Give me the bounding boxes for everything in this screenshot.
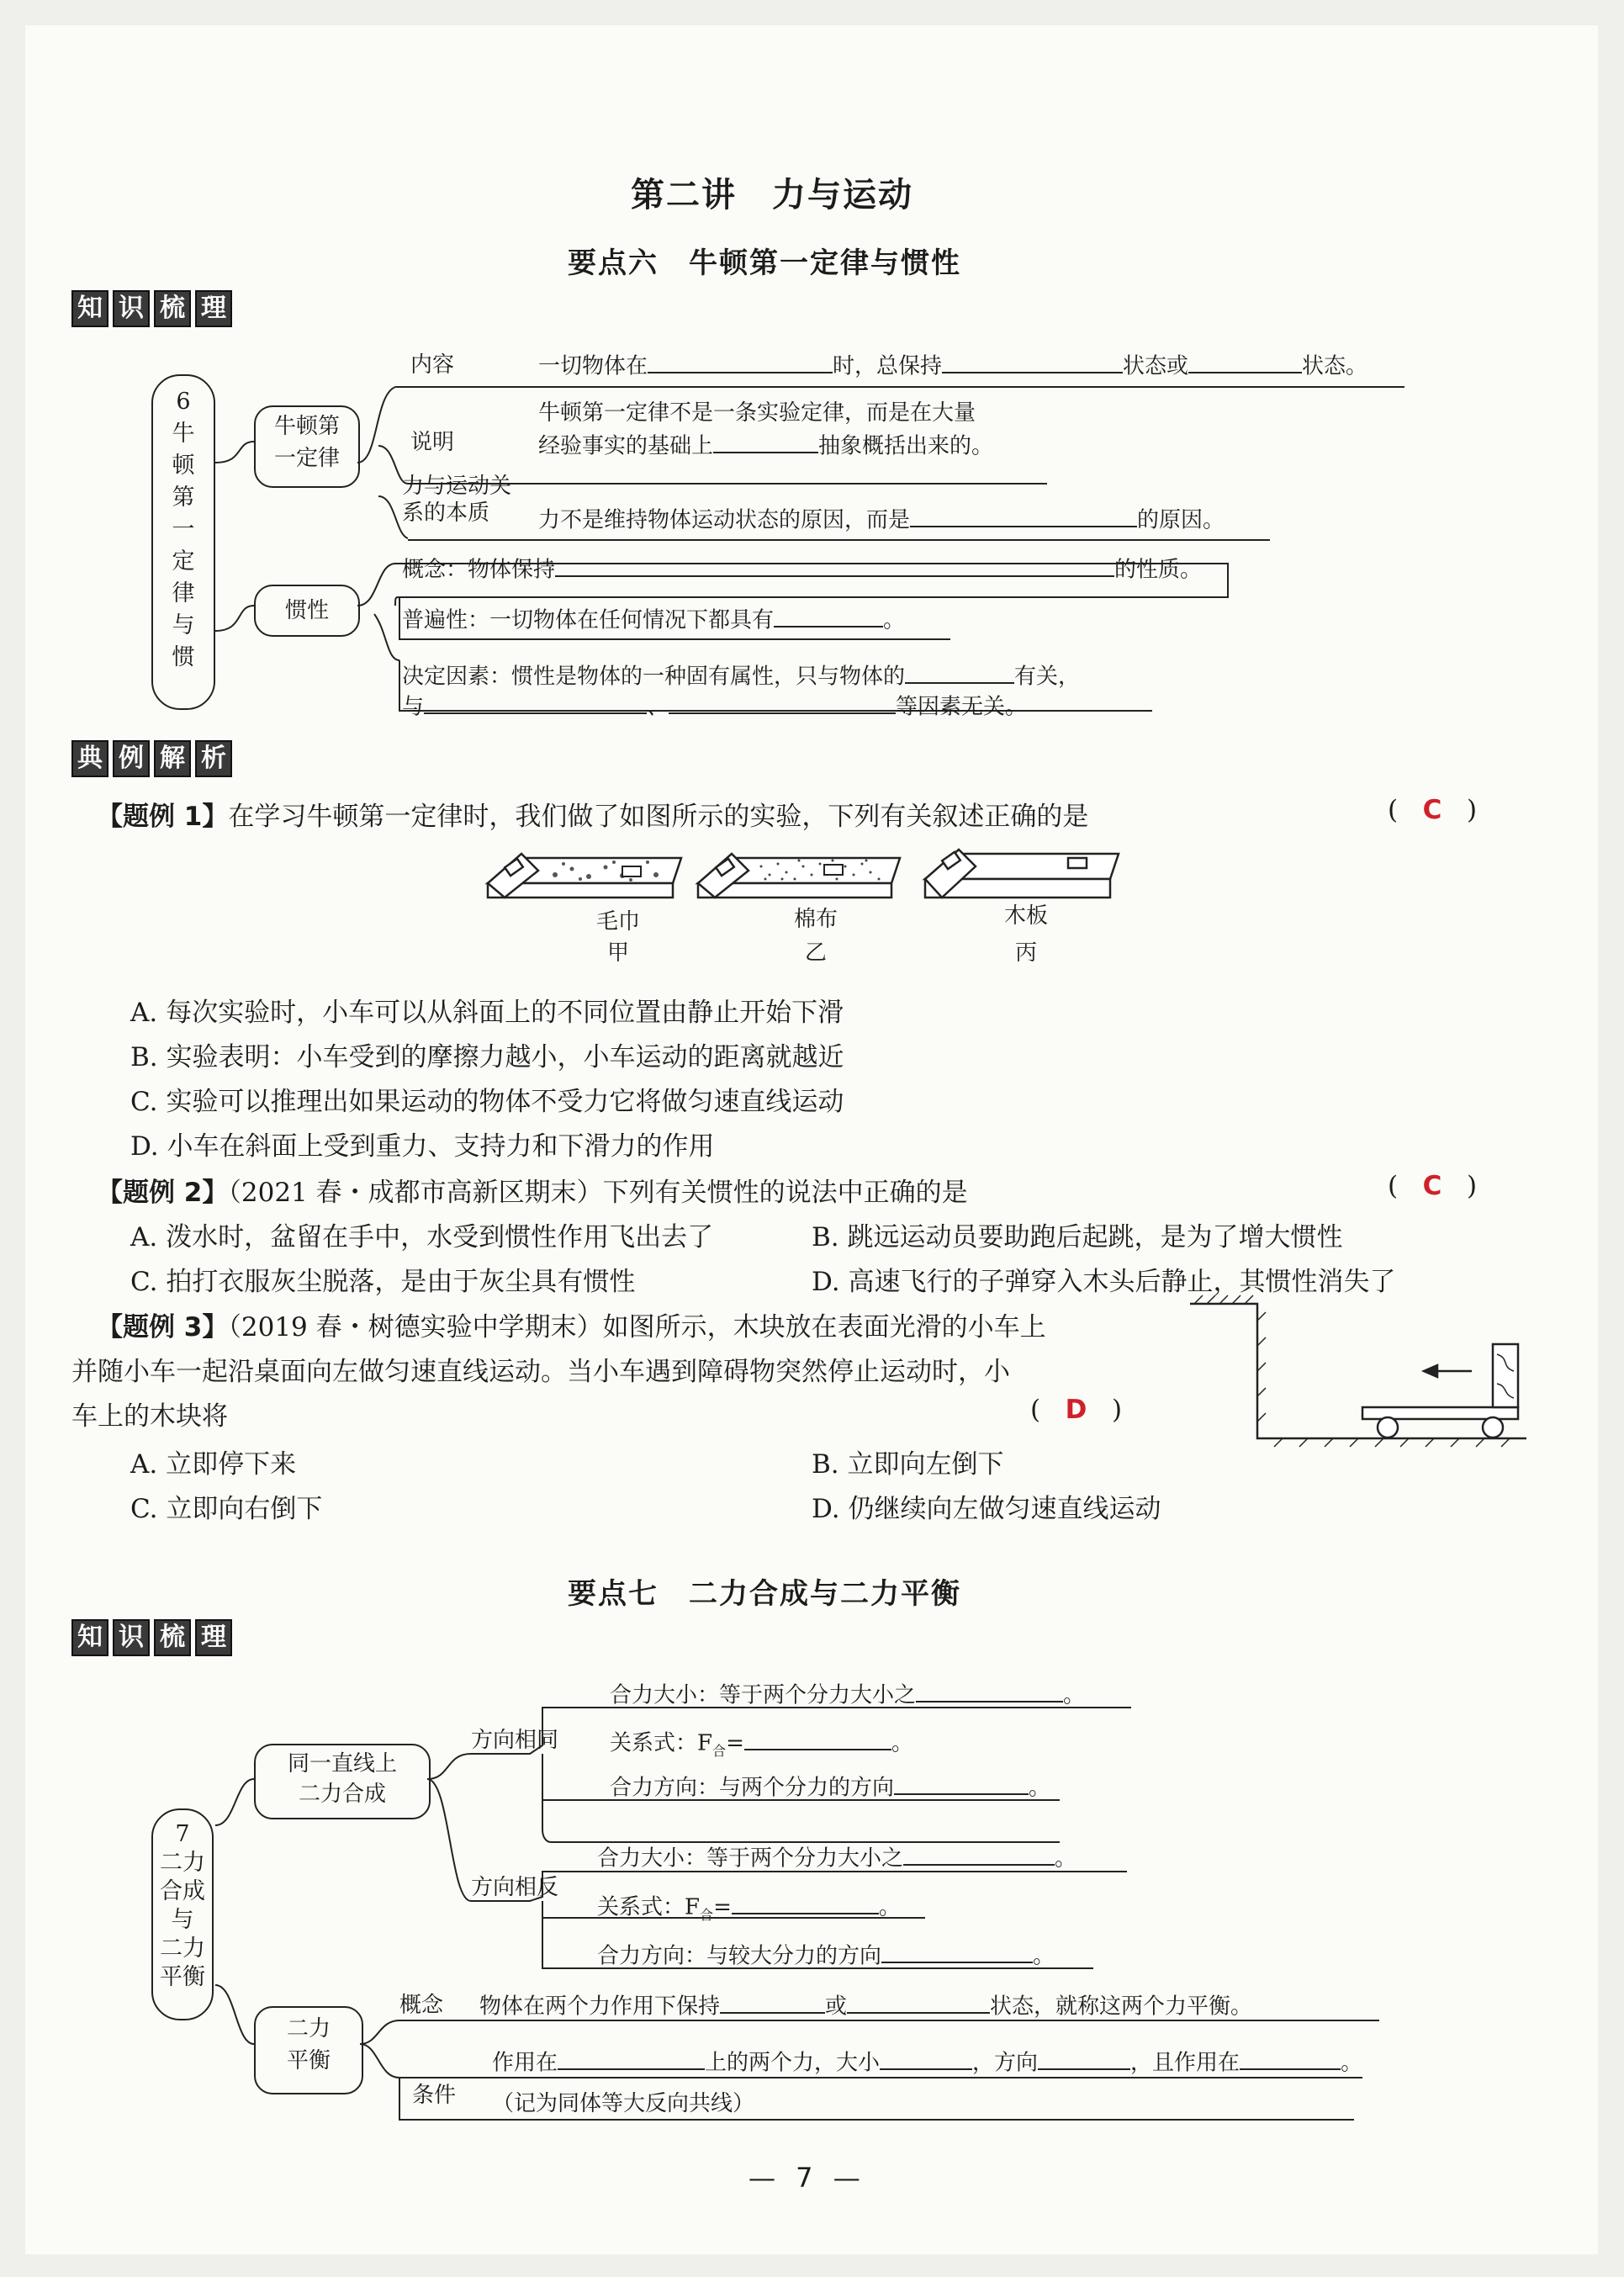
- opp-dir-text: 合力方向：与较大分力的方向: [597, 1943, 882, 1969]
- ex1-answer-box: ( C ): [1388, 795, 1478, 825]
- opp-relation-text: 。: [878, 1894, 901, 1920]
- balance-concept-text: 或: [825, 1994, 848, 2020]
- condition-text: 上的两个力，大小: [705, 2050, 881, 2076]
- fig-a-material: 毛巾: [595, 909, 640, 935]
- badge-char: 知: [71, 1619, 108, 1656]
- opp-relation-line: [597, 1888, 901, 1924]
- ex1-tag: 【题例 1】: [97, 802, 229, 832]
- same-dir-text: 。: [1029, 1775, 1051, 1801]
- same-relation-text: 。: [891, 1730, 913, 1756]
- condition-text: ，方向: [972, 2050, 1039, 2076]
- opp-dir-text: 。: [1033, 1943, 1055, 1969]
- fig-b-material: 棉布: [793, 907, 838, 932]
- universal-text: 。: [883, 607, 906, 633]
- badge-char: 识: [113, 1619, 150, 1656]
- inertia-node: 惯性: [254, 585, 360, 637]
- opp-relation-text: 关系式：F: [597, 1894, 701, 1920]
- same-relation-text: =: [726, 1730, 744, 1756]
- footer-dash: —: [833, 2162, 860, 2194]
- ex2-option: C. 拍打衣服灰尘脱落，是由于灰尘具有惯性: [130, 1267, 636, 1297]
- ex3-tag: 【题例 3】: [97, 1312, 229, 1342]
- same-size-text: 。: [1063, 1682, 1086, 1708]
- content-text: 状态或: [1123, 353, 1189, 379]
- badge-char: 梳: [154, 1619, 191, 1656]
- law-node-line: 牛顿第: [273, 414, 340, 439]
- ex2-answer-box: ( C ): [1388, 1171, 1478, 1201]
- condition-label: 条件: [412, 2083, 457, 2108]
- balance-concept-line: [479, 1988, 1252, 2020]
- law-node-line: 一定律: [273, 446, 340, 471]
- ex1-option: D. 小车在斜面上受到重力、支持力和下滑力的作用: [130, 1131, 715, 1162]
- ex3-option: D. 仍继续向左做匀速直线运动: [812, 1494, 1161, 1524]
- relation-text: 力不是维持物体运动状态的原因，而是: [538, 507, 911, 533]
- opp-size-text: 合力大小：等于两个分力大小之: [597, 1845, 904, 1872]
- root-char: 牛: [172, 421, 195, 447]
- same-size-text: 合力大小：等于两个分力大小之: [610, 1682, 917, 1708]
- same-dir-line: [610, 1769, 1050, 1802]
- same-dir-text: 合力方向：与两个分力的方向: [610, 1775, 895, 1801]
- opp-dir-line: [597, 1937, 1055, 1970]
- badge-char: 知: [71, 290, 108, 327]
- balance-node: [254, 2006, 363, 2094]
- ex3-option: B. 立即向左倒下: [812, 1449, 1004, 1480]
- root-char: 与: [172, 612, 195, 638]
- subscript: 合: [712, 1742, 727, 1759]
- root-char: 合成: [160, 1878, 205, 1904]
- badge-char: 典: [71, 740, 108, 777]
- compose-node-line: 同一直线上: [287, 1751, 397, 1777]
- root-char: 惯: [172, 644, 195, 670]
- badge-char: 识: [113, 290, 150, 327]
- root-char: 二力: [160, 1850, 205, 1876]
- badge-char: 理: [195, 290, 232, 327]
- ex1-text: 在学习牛顿第一定律时，我们做了如图所示的实验，下列有关叙述正确的是: [228, 802, 1089, 832]
- note-label: 说明: [410, 430, 455, 455]
- root-char: 第: [172, 485, 195, 511]
- balance-concept-text: 物体在两个力作用下保持: [479, 1994, 721, 2020]
- ex2-text: （2021 春・成都市高新区期末）下列有关惯性的说法中正确的是: [228, 1178, 968, 1208]
- opposite-direction-label: 方向相反: [471, 1875, 559, 1900]
- root-char: 律: [172, 580, 195, 606]
- section7-heading: 要点七 二力合成与二力平衡: [568, 1577, 961, 1611]
- ex3-answer-box: ( D ): [1030, 1395, 1123, 1425]
- ex2-option: B. 跳远运动员要助跑后起跳，是为了增大惯性: [812, 1222, 1343, 1252]
- condition-line: [492, 2044, 1362, 2077]
- universal-text: 普遍性：一切物体在任何情况下都具有: [402, 607, 775, 633]
- fig-c-label: 丙: [1014, 940, 1037, 966]
- ex2-tag: 【题例 2】: [97, 1178, 229, 1208]
- ex3-option: A. 立即停下来: [130, 1449, 297, 1480]
- ex3-text: （2019 春・树德实验中学期末）如图所示，木块放在表面光滑的小车上: [228, 1312, 1046, 1342]
- badge-char: 梳: [154, 290, 191, 327]
- balance-node-line: 平衡: [286, 2048, 331, 2073]
- ex1-option: C. 实验可以推理出如果运动的物体不受力它将做匀速直线运动: [130, 1087, 844, 1117]
- badge-char: 理: [195, 1619, 232, 1656]
- balance-concept-label: 概念: [399, 1993, 444, 2018]
- note-line1: 牛顿第一定律不是一条实验定律，而是在大量: [538, 400, 976, 426]
- compose-node: [254, 1744, 431, 1819]
- opp-size-line: [597, 1840, 1076, 1872]
- same-size-line: [610, 1676, 1085, 1709]
- root-char: 顿: [172, 453, 195, 479]
- ex3-line3: 车上的木块将: [71, 1401, 228, 1432]
- same-relation-text: 关系式：F: [610, 1730, 713, 1756]
- ex2-option: A. 泼水时，盆留在手中，水受到惯性作用飞出去了: [130, 1222, 714, 1252]
- factor-text: 有关，: [1014, 664, 1081, 690]
- condition-note: （记为同体等大反向共线）: [492, 2091, 755, 2116]
- ex1-option: A. 每次实验时，小车可以从斜面上的不同位置由静止开始下滑: [130, 998, 844, 1028]
- ex3-answer: D: [1065, 1395, 1087, 1425]
- condition-text: 。: [1341, 2050, 1363, 2076]
- fig-c-material: 木板: [1003, 903, 1048, 929]
- opp-relation-text: =: [713, 1894, 732, 1920]
- content-text: 状态。: [1302, 353, 1368, 379]
- factor-text: 、: [647, 694, 669, 720]
- fig-a-label: 甲: [606, 940, 629, 966]
- ex3-line2: 并随小车一起沿桌面向左做匀速直线运动。当小车遇到障碍物突然停止运动时，小: [71, 1357, 1010, 1387]
- content-text: 时，总保持: [833, 353, 943, 379]
- factor-text: 等因素无关。: [896, 694, 1028, 720]
- root-char: 6: [176, 389, 191, 415]
- condition-text: ，且作用在: [1130, 2050, 1240, 2076]
- mindmap7-root: [151, 1808, 214, 2020]
- page-title: 第二讲 力与运动: [631, 176, 913, 214]
- root-char: 一: [172, 516, 195, 543]
- same-direction-label: 方向相同: [471, 1728, 559, 1753]
- concept-text: 的性质。: [1114, 557, 1203, 583]
- root-char: 平衡: [160, 1964, 205, 1990]
- root-char: 定: [172, 548, 195, 575]
- root-char: 与: [171, 1907, 194, 1933]
- relation-text: 的原因。: [1137, 507, 1225, 533]
- page-number: 7: [796, 2162, 813, 2194]
- ex1-option: B. 实验表明：小车受到的摩擦力越小，小车运动的距离就越近: [130, 1042, 844, 1072]
- fig-b-label: 乙: [804, 940, 827, 966]
- badge-char: 析: [195, 740, 232, 777]
- root-char: 二力: [160, 1935, 205, 1962]
- balance-concept-text: 状态，就称这两个力平衡。: [990, 1994, 1253, 2020]
- condition-text: 作用在: [492, 2050, 558, 2076]
- ex2-answer: C: [1422, 1171, 1442, 1201]
- subscript: 合: [700, 1906, 714, 1923]
- mindmap7-lines: [25, 25, 1598, 2212]
- note-text: 抽象概括出来的。: [818, 433, 994, 459]
- concept-text: 概念：物体保持: [402, 557, 556, 583]
- section6-heading: 要点六 牛顿第一定律与惯性: [568, 246, 961, 280]
- ex1-answer: C: [1422, 795, 1442, 825]
- badge-char: 解: [154, 740, 191, 777]
- page-footer: [749, 2162, 860, 2194]
- note-text: 经验事实的基础上: [538, 433, 714, 459]
- opp-size-text: 。: [1055, 1845, 1077, 1872]
- balance-node-line: 二力: [286, 2016, 331, 2041]
- factor-text: 与: [402, 694, 425, 720]
- factor-text: 决定因素：惯性是物体的一种固有属性，只与物体的: [402, 664, 906, 690]
- content-text: 一切物体在: [538, 353, 648, 379]
- badge-char: 例: [113, 740, 150, 777]
- ex2-option: D. 高速飞行的子弹穿入木头后静止，其惯性消失了: [812, 1267, 1396, 1297]
- relation-label-line: 力与运动关: [402, 474, 512, 499]
- same-relation-line: [610, 1724, 913, 1760]
- footer-dash: —: [749, 2162, 775, 2194]
- root-char: 7: [175, 1821, 190, 1847]
- page: [25, 25, 1598, 2254]
- ex3-option: C. 立即向右倒下: [130, 1494, 323, 1524]
- compose-node-line: 二力合成: [298, 1782, 386, 1807]
- content-label: 内容: [410, 352, 455, 378]
- relation-label-line: 系的本质: [402, 500, 490, 526]
